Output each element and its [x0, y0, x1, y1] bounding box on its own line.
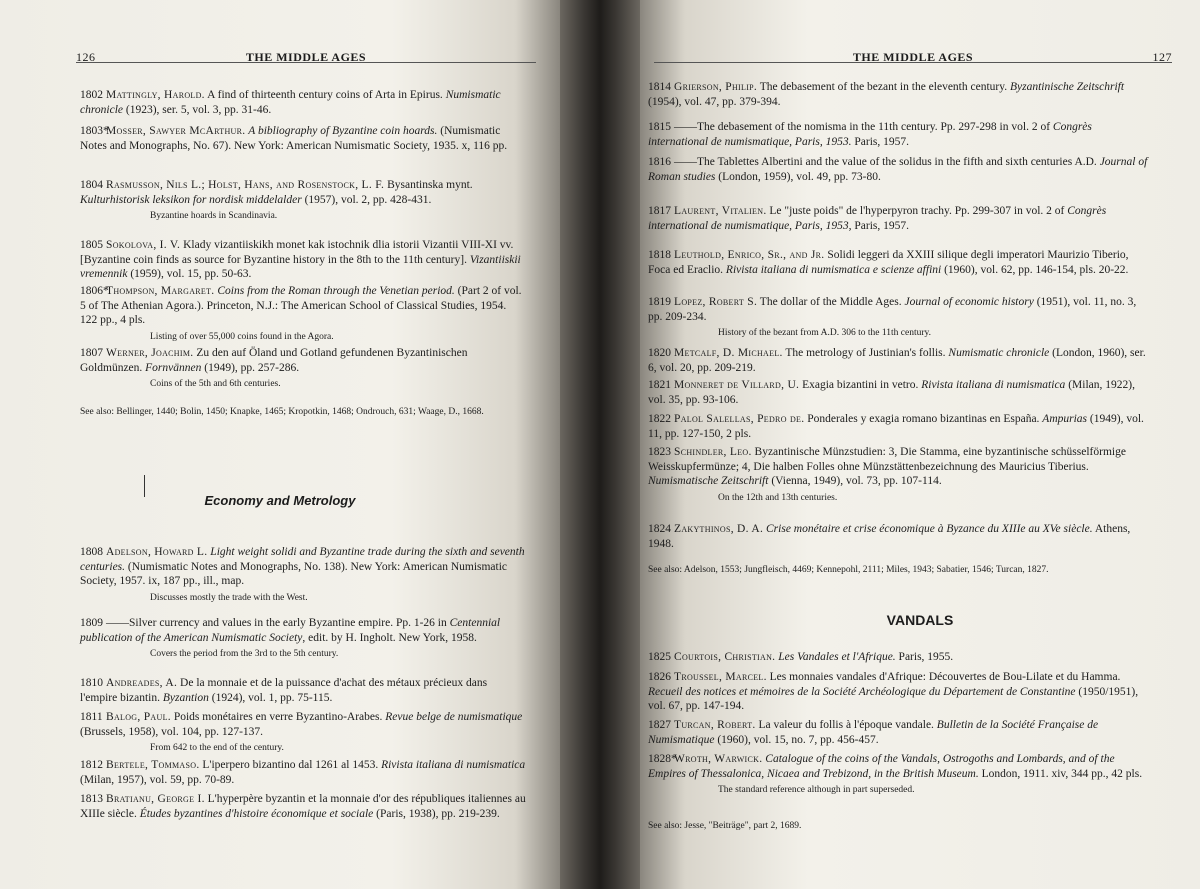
entry-author: Werner, Joachim.	[106, 347, 194, 359]
bib-entry	[80, 616, 526, 662]
entry-author: Grierson, Philip.	[674, 81, 758, 93]
entry-author: Thompson, Margaret.	[106, 285, 215, 297]
entry-author: Metcalf, D. Michael.	[674, 347, 783, 359]
entry-rest: (Numismatic Notes and Monographs, No. 67). New York: American Numismatic Society, 1935. x, 116 pp.	[80, 125, 508, 152]
entry-author: Adelson, Howard L.	[106, 546, 208, 558]
page-number: 126	[76, 50, 96, 64]
entry-number: 1826	[648, 671, 671, 683]
entry-number: 1824	[648, 523, 671, 535]
entry-title: Études byzantines d'histoire économique et sociale	[139, 807, 374, 820]
entry-author: Monneret de Villard, U.	[674, 379, 800, 391]
entry-author: Rasmusson, Nils L.; Holst, Hans, and Rosenstock, L. F.	[106, 179, 385, 191]
see-also: See also: Adelson, 1553; Jungfleisch, 4469; Kennepohl, 2111; Miles, 1943; Sabatier, 1546; Turcan, 1827.	[648, 565, 1049, 575]
entry-number: 1802	[80, 89, 103, 101]
entry-author: Leuthold, Enrico, Sr., and Jr.	[674, 249, 825, 261]
bib-entry	[80, 88, 526, 117]
bib-entry	[80, 346, 526, 392]
bib-entry	[648, 752, 1148, 798]
entry-author: Mosser, Sawyer McArthur.	[106, 125, 246, 137]
bib-entry	[648, 412, 1148, 441]
entry-title: Numismatische Zeitschrift	[648, 475, 769, 487]
bib-entry	[648, 445, 1148, 505]
entry-rest: (Numismatic Notes and Monographs, No. 138). New York: American Numismatic Society, 1957. ix, 187 pp., ill., map.	[80, 560, 508, 587]
running-head: THE MIDDLE AGES	[245, 50, 367, 64]
entry-title: Bulletin de la Société Française de Numismatique	[648, 719, 1099, 746]
bib-entry	[648, 80, 1148, 109]
entry-text: De la monnaie et de la puissance d'achat des métaux précieux dans l'empire bizantin.	[80, 677, 488, 704]
entry-text: ——The Tablettes Albertini and the value of the solidus in the fifth and sixth centuries A.D.	[674, 156, 1100, 168]
entry-note: Covers the period from the 3rd to the 5th century.	[150, 649, 339, 659]
entry-text: Solidi leggeri da XXIII silique degli imperatori Maurizio Tiberio, Foca ed Eraclio.	[648, 249, 1129, 276]
entry-author: Zakythinos, D. A.	[674, 523, 764, 535]
entry-text: L'hyperpère byzantin et la monnaie d'or des républiques italiennes au XIIIe siècle.	[80, 793, 526, 820]
entry-text: Exagia bizantini in vetro.	[799, 379, 922, 391]
entry-rest: Paris, 1955.	[895, 651, 954, 663]
entry-author: Lopez, Robert S.	[674, 296, 758, 308]
entry-note: On the 12th and 13th centuries.	[718, 492, 838, 503]
bib-entry	[80, 545, 526, 605]
entry-number: 1818	[648, 249, 671, 261]
entry-rest: , edit. by H. Ingholt. New York, 1958.	[302, 631, 477, 644]
bib-entry	[80, 284, 526, 344]
entry-number: 1810	[80, 677, 103, 689]
entry-title: Rivista italiana di numismatica	[921, 379, 1066, 391]
bib-entry	[648, 522, 1148, 551]
entry-number: 1811	[80, 711, 103, 723]
entry-text: Klady vizantiiskikh monet kak istochnik dlia istorii Vizantii VIII-XI vv. [Byzantine coin finds as source for Byzantine history in the 8th to the 11th century].	[80, 239, 514, 266]
entry-author: Troussel, Marcel.	[674, 671, 767, 683]
entry-author: Turcan, Robert.	[674, 719, 756, 731]
entry-text: Byzantinische Münzstudien: 3, Die Stamma, eine byzantinische schüsselförmige Weisskupfermünze; 4, Die halben Folles ohne Münzstättenbezeichnung des Mauricius Tiberius.	[648, 446, 1126, 473]
entry-text: Ponderales y exagia romano bizantinas en España.	[804, 413, 1043, 425]
bib-entry	[648, 120, 1148, 149]
entry-rest: (1950/1951), vol. 67, pp. 147-194.	[648, 685, 1139, 712]
section-title: Economy and Metrology	[204, 493, 356, 508]
entry-text: ——The debasement of the nomisma in the 11th century. Pp. 297-298 in vol. 2 of	[674, 121, 1053, 133]
entry-text: Les monnaies vandales d'Afrique: Découvertes de Bou-Lilate et du Hamma.	[766, 671, 1121, 683]
bib-entry	[648, 670, 1148, 714]
see-also: See also: Bellinger, 1440; Bolin, 1450; Knapke, 1465; Kropotkin, 1468; Ondrouch, 631; Waage, D., 1668.	[80, 407, 484, 417]
entry-rest: (1957), vol. 2, pp. 428-431.	[301, 193, 432, 206]
entry-number: 1815	[648, 121, 671, 133]
entry-rest: Athens, 1948.	[648, 523, 1131, 550]
entry-text: La valeur du follis à l'époque vandale.	[755, 719, 937, 731]
bib-entry	[648, 155, 1148, 184]
entry-note: From 642 to the end of the century.	[150, 743, 284, 753]
entry-title: Light weight solidi and Byzantine trade during the sixth and seventh centuries.	[80, 546, 525, 573]
entry-text: ——Silver currency and values in the early Byzantine empire. Pp. 1-26 in	[106, 617, 450, 629]
entry-title: Rivista italiana di numismatica	[381, 759, 526, 771]
entry-text: The metrology of Justinian's follis.	[782, 347, 949, 359]
entry-title: Catalogue of the coins of the Vandals, Ostrogoths and Lombards, and of the Empires of Thessalonica, Nicaea and Trebizond, in the British Museum.	[648, 753, 1115, 780]
entry-number: 1825	[648, 651, 671, 663]
running-head: THE MIDDLE AGES	[852, 50, 974, 64]
bib-entry	[648, 346, 1148, 375]
entry-text: Zu den auf Öland und Gotland gefundenen Byzantinischen Goldmünzen.	[80, 347, 468, 374]
entry-text: Poids monétaires en verre Byzantino-Arabes.	[170, 711, 386, 723]
entry-number: 1813	[80, 793, 103, 805]
entry-title: Journal of Roman studies	[648, 156, 1148, 183]
bib-entry	[648, 204, 1148, 233]
entry-rest: (1960), vol. 15, no. 7, pp. 456-457.	[714, 733, 879, 746]
entry-rest: (1954), vol. 47, pp. 379-394.	[648, 95, 781, 108]
entry-rest: (1949), pp. 257-286.	[201, 361, 300, 374]
entry-note: Byzantine hoards in Scandinavia.	[150, 211, 278, 221]
entry-title: Ampurias	[1042, 413, 1088, 425]
entry-author: Andreades, A.	[106, 677, 178, 689]
entry-rest: (Brussels, 1958), vol. 104, pp. 127-137.	[80, 725, 264, 738]
bib-entry	[648, 295, 1148, 341]
entry-author: Mattingly, Harold.	[106, 89, 205, 101]
entry-title: Journal of economic history	[904, 296, 1034, 308]
entry-author: Bertele, Tommaso.	[106, 759, 200, 771]
entry-text: The debasement of the bezant in the eleventh century.	[757, 81, 1010, 93]
entry-title: Byzantinische Zeitschrift	[1010, 81, 1125, 93]
entry-number: 1822	[648, 413, 671, 425]
bib-entry	[80, 124, 526, 153]
entry-number: 1816	[648, 156, 671, 168]
entry-rest: (Paris, 1938), pp. 219-239.	[373, 807, 500, 820]
entry-rest: (1951), vol. 11, no. 3, pp. 209-234.	[648, 296, 1137, 323]
entry-number: 1804	[80, 179, 103, 191]
entry-number: 1817	[648, 205, 671, 217]
book-gutter	[560, 0, 640, 889]
entry-title: Fornvännen	[145, 361, 202, 374]
entry-author: Courtois, Christian.	[674, 651, 776, 663]
entry-note: Listing of over 55,000 coins found in the Agora.	[150, 331, 334, 342]
entry-note: History of the bezant from A.D. 306 to the 11th century.	[718, 328, 931, 338]
entry-text: A find of thirteenth century coins of Arta in Epirus.	[204, 89, 446, 101]
header-rule	[76, 62, 536, 63]
entry-number: 1807	[80, 347, 103, 359]
entry-title: Congrès international de numismatique, Paris, 1953,	[648, 205, 1107, 232]
entry-note: The standard reference although in part superseded.	[718, 785, 915, 795]
section-title: VANDALS	[886, 612, 954, 628]
entry-text: Le "juste poids" de l'hyperpyron trachy. Pp. 299-307 in vol. 2 of	[766, 205, 1068, 217]
entry-rest: Paris, 1957.	[851, 219, 909, 232]
entry-number: 1814	[648, 81, 671, 93]
entry-rest: London, 1911. xiv, 344 pp., 42 pls.	[978, 767, 1143, 780]
bib-entry	[80, 710, 526, 756]
entry-title: Congrès international de numismatique, Paris, 1953.	[648, 121, 1092, 148]
entry-number: 1827	[648, 719, 671, 731]
entry-rest: (1960), vol. 62, pp. 146-154, pls. 20-22.	[941, 263, 1129, 276]
entry-title: Byzantion	[162, 691, 209, 704]
entry-author: Laurent, Vitalien.	[674, 205, 767, 217]
entry-title: Revue belge de numismatique	[385, 711, 523, 723]
entry-rest: (1949), vol. 11, pp. 127-150, 2 pls.	[648, 413, 1144, 440]
entry-author: Schindler, Leo.	[674, 446, 752, 458]
bib-entry	[648, 718, 1148, 747]
entry-rest: (Part 2 of vol. 5 of The Athenian Agora.). Princeton, N.J.: The American School of Classical Studies, 1954. 122 pp., 4 pls.	[80, 285, 522, 326]
entry-rest: (London, 1960), ser. 6, vol. 20, pp. 209-219.	[648, 347, 1146, 374]
right-page	[640, 0, 1200, 889]
bib-entry	[80, 792, 526, 821]
entry-title: Numismatic chronicle	[80, 89, 501, 116]
entry-title: Numismatic chronicle	[948, 347, 1050, 359]
page-number: 127	[1152, 50, 1172, 64]
entry-number: 1803*	[80, 125, 109, 137]
header-rule	[654, 62, 1172, 63]
entry-title: Recueil des notices et mémoires de la Société Archéologique du Département de Constantine	[648, 685, 1076, 698]
entry-number: 1823	[648, 446, 671, 458]
entry-number: 1821	[648, 379, 671, 391]
bib-entry	[648, 248, 1148, 277]
bib-entry	[648, 650, 1148, 665]
entry-number: 1805	[80, 239, 103, 251]
entry-rest: (1923), ser. 5, vol. 3, pp. 31-46.	[123, 103, 272, 116]
entry-rest: (1924), vol. 1, pp. 75-115.	[208, 691, 333, 704]
entry-number: 1809	[80, 617, 103, 629]
entry-title: Kulturhistorisk leksikon for nordisk middelalder	[80, 193, 302, 206]
bib-entry	[80, 676, 526, 705]
entry-rest: Paris, 1957.	[851, 135, 909, 148]
entry-text: The dollar of the Middle Ages.	[757, 296, 905, 308]
entry-text: Bysantinska mynt.	[384, 179, 473, 191]
entry-title: Crise monétaire et crise économique à Byzance du XIIIe au XVe siècle.	[766, 523, 1093, 535]
entry-note: Coins of the 5th and 6th centuries.	[150, 379, 281, 389]
left-page	[0, 0, 560, 889]
entry-author: Wroth, Warwick.	[674, 753, 763, 765]
entry-author: Sokolova, I. V.	[106, 239, 181, 251]
bib-entry	[80, 238, 526, 282]
entry-title: Coins from the Roman through the Venetian period.	[217, 285, 455, 297]
entry-title: A bibliography of Byzantine coin hoards.	[248, 125, 438, 137]
entry-rest: (Vienna, 1949), vol. 73, pp. 107-114.	[768, 475, 942, 487]
entry-title: Rivista italiana di numismatica e scienze affini	[725, 263, 942, 276]
entry-rest: (Milan, 1922), vol. 35, pp. 93-106.	[648, 379, 1135, 406]
entry-number: 1828*	[648, 753, 677, 765]
bib-entry	[80, 758, 526, 787]
entry-author: Palol Salellas, Pedro de.	[674, 413, 805, 425]
entry-number: 1820	[648, 347, 671, 359]
entry-title: Vizantiiskii vremennik	[80, 253, 521, 280]
entry-number: 1819	[648, 296, 671, 308]
entry-title: Les Vandales et l'Afrique.	[778, 651, 896, 663]
entry-number: 1812	[80, 759, 103, 771]
entry-rest: (Milan, 1957), vol. 59, pp. 70-89.	[80, 773, 235, 786]
bib-entry	[80, 178, 526, 224]
entry-rest: (1959), vol. 15, pp. 50-63.	[127, 268, 252, 280]
entry-title: Centennial publication of the American Numismatic Society	[80, 617, 501, 644]
entry-number: 1806*	[80, 285, 109, 297]
entry-author: Balog, Paul.	[106, 711, 171, 723]
entry-text: L'iperpero bizantino dal 1261 al 1453.	[199, 759, 382, 771]
entry-author: Bratianu, George I.	[106, 793, 205, 805]
bib-entry	[648, 378, 1148, 407]
see-also: See also: Jesse, "Beiträge", part 2, 1689.	[648, 821, 802, 831]
entry-number: 1808	[80, 546, 103, 558]
entry-rest: (London, 1959), vol. 49, pp. 73-80.	[715, 170, 881, 183]
entry-note: Discusses mostly the trade with the West.	[150, 592, 308, 603]
